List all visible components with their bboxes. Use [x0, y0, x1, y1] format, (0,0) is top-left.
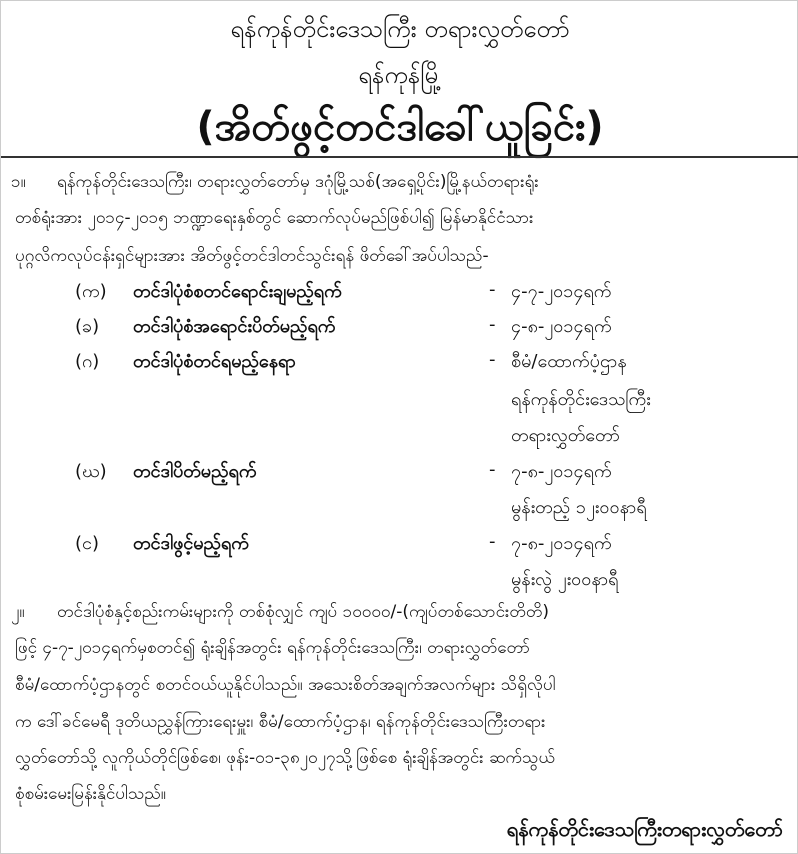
schedule-value: ၄-၇-၂၀၁၄ရက်	[511, 281, 612, 302]
schedule-nga-extra1: မွန်းလွဲ ၂း၀၀နာရီ	[511, 569, 619, 590]
schedule-item-ka: (က) တင်ဒါပုံစံစတင်ရောင်းချမည့်ရက် - ၄-၇-၂၀၁၄ရက်	[1, 279, 798, 311]
header-court-name: ရန်ကုန်တိုင်းဒေသကြီး တရားလွှတ်တော်	[230, 15, 570, 43]
schedule-item-ga: (ဂ) တင်ဒါပုံစံတင်ရမည့်နေရာ - စီမံ/ထောက်ပံ့ဌာန	[1, 349, 798, 381]
para2-number: ၂။	[11, 602, 25, 622]
schedule-value: စီမံ/ထောက်ပံ့ဌာန	[511, 351, 627, 372]
schedule-ga-extra1: ရန်ကုန်တိုင်းဒေသကြီး	[511, 389, 651, 410]
schedule-ga-extra2: တရားလွှတ်တော်	[511, 425, 620, 446]
para2-line2: ဖြင့် ၄-၇-၂၀၁၄ရက်မှစတင်၍ ရုံးချိန်အတွင်း ရန်ကုန်တိုင်းဒေသကြီး၊ တရားလွှတ်တော်	[15, 638, 530, 658]
para2-line3: စီမံ/ထောက်ပံ့ဌာနတွင် စတင်ဝယ်ယူနိုင်ပါသည်။ အသေးစိတ်အချက်အလက်များ သိရှိလိုပါ	[15, 675, 556, 695]
header-divider	[1, 156, 798, 158]
schedule-item-gha: (ဃ) တင်ဒါပိတ်မည့်ရက် - ၇-၈-၂၀၁၄ရက်	[1, 459, 798, 491]
schedule-gha-extra1: မွန်းတည့် ၁၂း၀၀နာရီ	[511, 497, 647, 518]
para2-line1: ၂။ တင်ဒါပုံစံနှင့်စည်းကမ်းများကို တစ်စုံလျှင် ကျပ် ၁၀၀၀၀/-(ကျပ်တစ်သောင်းတိတိ)	[11, 601, 791, 626]
para1-number: ၁။	[11, 172, 26, 192]
para2-line6: စုံစမ်းမေးမြန်းနိုင်ပါသည်။	[15, 784, 166, 804]
schedule-value: ၇-၈-၂၀၁၄ရက်	[511, 461, 612, 482]
schedule-value: ၇-၈-၂၀၁၄ရက်	[511, 533, 612, 554]
para1-line1: ၁။ ရန်ကုန်တိုင်းဒေသကြီး၊ တရားလွှတ်တော်မှ ဒဂုံမြို့သစ်(အရှေ့ပိုင်း)မြို့နယ်တရားရုံး	[11, 171, 791, 196]
schedule-value: ၄-၈-၂၀၁၄ရက်	[511, 316, 612, 337]
para2-line4: က ဒေါ်ခင်မေရီ ဒုတိယညွှန်ကြားရေးမှူး၊ စီမံ/ထောက်ပံ့ဌာန၊ ရန်ကုန်တိုင်းဒေသကြီးတရား	[15, 712, 546, 732]
schedule-item-nga: (င) တင်ဒါဖွင့်မည့်ရက် - ၇-၈-၂၀၁၄ရက်	[1, 531, 798, 563]
signature-issuer: ရန်ကုန်တိုင်းဒေသကြီးတရားလွှတ်တော်	[506, 817, 783, 841]
para2-line5: လွှတ်တော်သို့ လူကိုယ်တိုင်ဖြစ်စေ၊ ဖုန်း-၀၁-၃၈၂၀၂၇သို့ဖြစ်စေ ရုံးချိန်အတွင်း ဆက်သွယ်	[15, 748, 555, 768]
para1-line3: ပုဂ္ဂလိကလုပ်ငန်းရှင်များအား အိတ်ဖွင့်တင်ဒါတင်သွင်းရန် ဖိတ်ခေါ်အပ်ပါသည်-	[15, 246, 489, 266]
header-city: ရန်ကုန်မြို့	[358, 61, 442, 89]
notice-title: (အိတ်ဖွင့်တင်ဒါခေါ်ယူခြင်း)	[196, 104, 604, 150]
schedule-item-kha: (ခ) တင်ဒါပုံစံအရောင်းပိတ်မည့်ရက် - ၄-၈-၂၀၁၄ရက်	[1, 314, 798, 346]
para1-line2: တစ်ရုံးအား ၂၀၁၄-၂၀၁၅ ဘဏ္ဍာရေးနှစ်တွင် ဆောက်လုပ်မည်ဖြစ်ပါ၍ မြန်မာနိုင်ငံသား	[15, 208, 534, 228]
